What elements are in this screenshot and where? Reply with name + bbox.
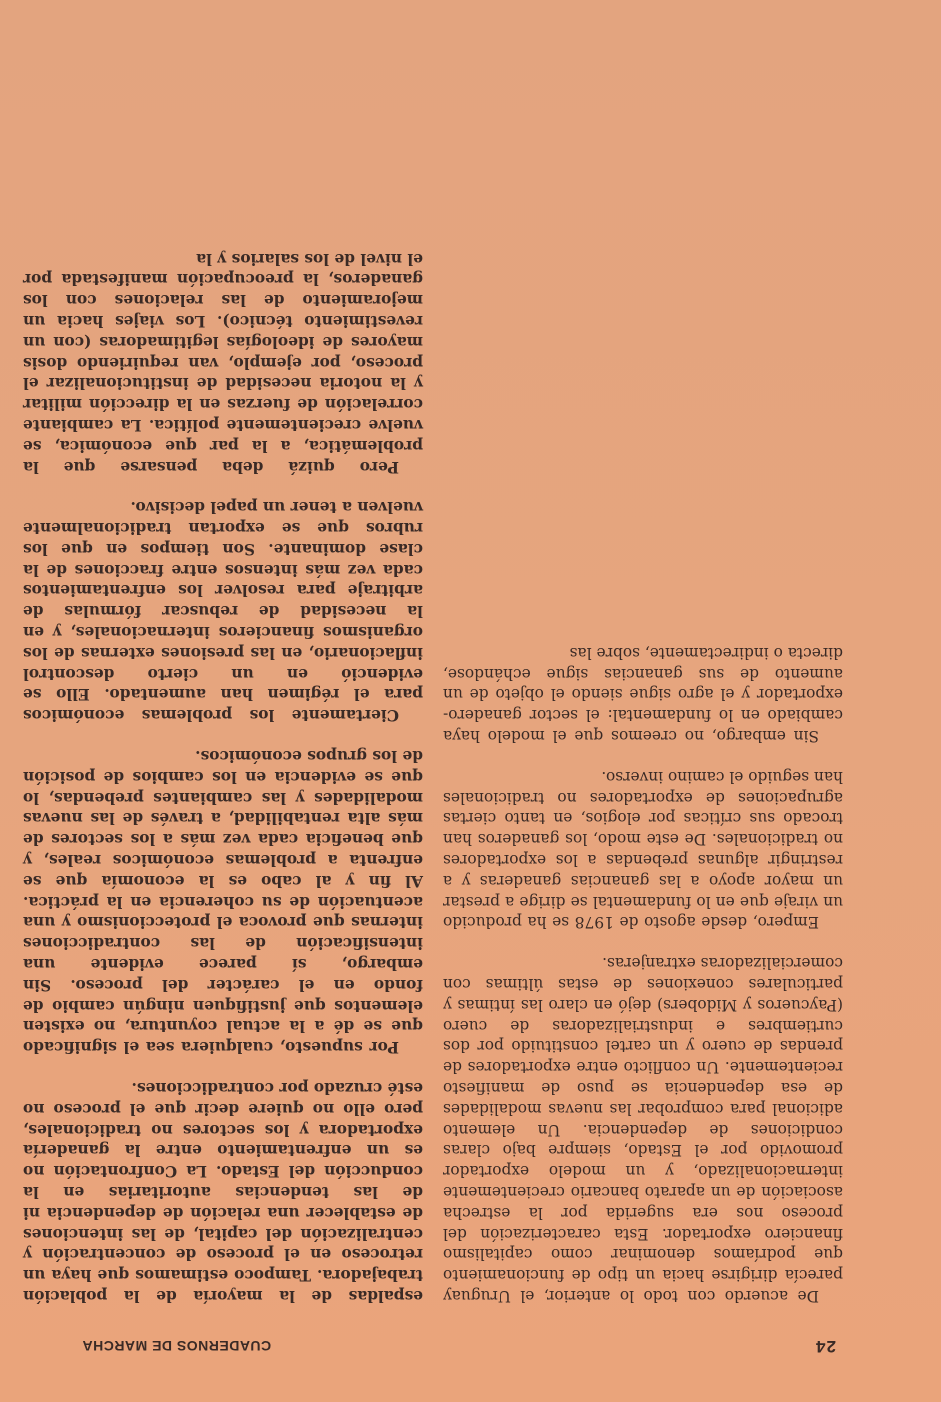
- left-column: [443, 622, 843, 1306]
- left-paragraph-3: Sin embargo, no creemos que el modelo haya cambiado en lo fundamental: el sector ganadero-exportador y el agro sigue siendo el objeto de un aumento de sus ganancias sigue echándose, directa o indirectamente, sobre las: [443, 643, 843, 746]
- page-number: 24: [815, 1337, 836, 1356]
- right-paragraph-3: Ciertamente los problemas económicos para el régimen han aumentado. Ello se evidenció en un cierto descontrol inflacionario, en las presiones externas de los organismos financieros internacionales, y en la necesidad de rebuscar fórmulas de arbitraje para resolver los enfrentamientos cada vez más intensos entre fracciones de la clase dominante. Son tiempos en que los rubros que se exportan tradicionalmente vuelven a tener un papel decisivo.: [23, 498, 423, 725]
- right-paragraph-1: espaldas de la mayoría de la población trabajadora. Tampoco estimamos que haya un retroceso en el proceso de concentración y centralización del capital, de las intenciones de establecer una relación de dependencia ni de las tendencias autoritarias en la conducción del Estado. La Confrontación no es un enfrentamiento entre la ganadería exportadora y los sectores no tradicionales, pero ello no quiere decir que el proceso no esté cruzado por contradicciones.: [23, 1079, 423, 1305]
- left-paragraph-1: De acuerdo con todo lo anterior, el Uruguay parecía dirigirse hacia un tipo de funcionamiento que podríamos denominar como capitalismo financiero exportador. Esta caracterización del proceso nos era sugerida por la estrecha asociación de un aparato bancario crecientemente internacionalizado, y un modelo exportador promovido por el Estado, siempre bajo claras condiciones de dependencia. Un elemento adicional para comprobar las nuevas modalidades de esa dependencia se puso de manifiesto recientemente. Un conflicto entre exportadores de prendas de cuero y un cartel constituido por dos curtiembres e industrializadoras de cuero (Paycueros y Midobers) dejó en claro las íntimas y particulares conexiones de estas últimas con comercializadoras extranjeras.: [443, 954, 843, 1305]
- page-header: [0, 1322, 941, 1362]
- right-column: [23, 228, 423, 1306]
- running-head: CUADERNOS DE MARCHA: [82, 1338, 272, 1354]
- left-paragraph-2: Empero, desde agosto de 1978 se ha producido un viraje que en lo fundamental se dirige a prestar un mayor apoyo a las ganancias ganaderas y a restringir algunas prebendas a los exportadores no tradicionales. De este modo, los ganaderos han trocado sus críticas por elogios, en tanto ciertas agrupaciones de exportadores no tradicionales han seguido el camino inverso.: [443, 767, 843, 932]
- right-paragraph-4: Pero quizá deba pensarse que la problemática, a la par que económica, se vuelve crecientemente política. La cambiante correlación de fuerzas en la dirección militar y la notoria necesidad de institucionalizar el proceso, por ejemplo, van requiriendo dosis mayores de ideologías legitimadoras (con un revestimiento técnico). Los viajes hacia un mejoramiento de las relaciones con los ganaderos, la preocupación manifestada por el nivel de los salarios y la: [23, 249, 423, 476]
- right-paragraph-2: Por supuesto, cualquiera sea el significado que se dé a la actual coyuntura, no existen elementos que justifiquen ningún cambio de fondo en el carácter del proceso. Sin embargo, sí parece evidente una intensificación de las contradicciones internas que provoca el proteccionismo y una acentuación de su coherencia en la práctica. Al fin y al cabo es la economía que se enfrenta a problemas económicos reales, y que beneficia cada vez más a los sectores de más alta rentabilidad, a través de las nuevas modalidades y las cambiantes prebendas, lo que se evidencia en los cambios de posición de los grupos económicos.: [23, 747, 423, 1057]
